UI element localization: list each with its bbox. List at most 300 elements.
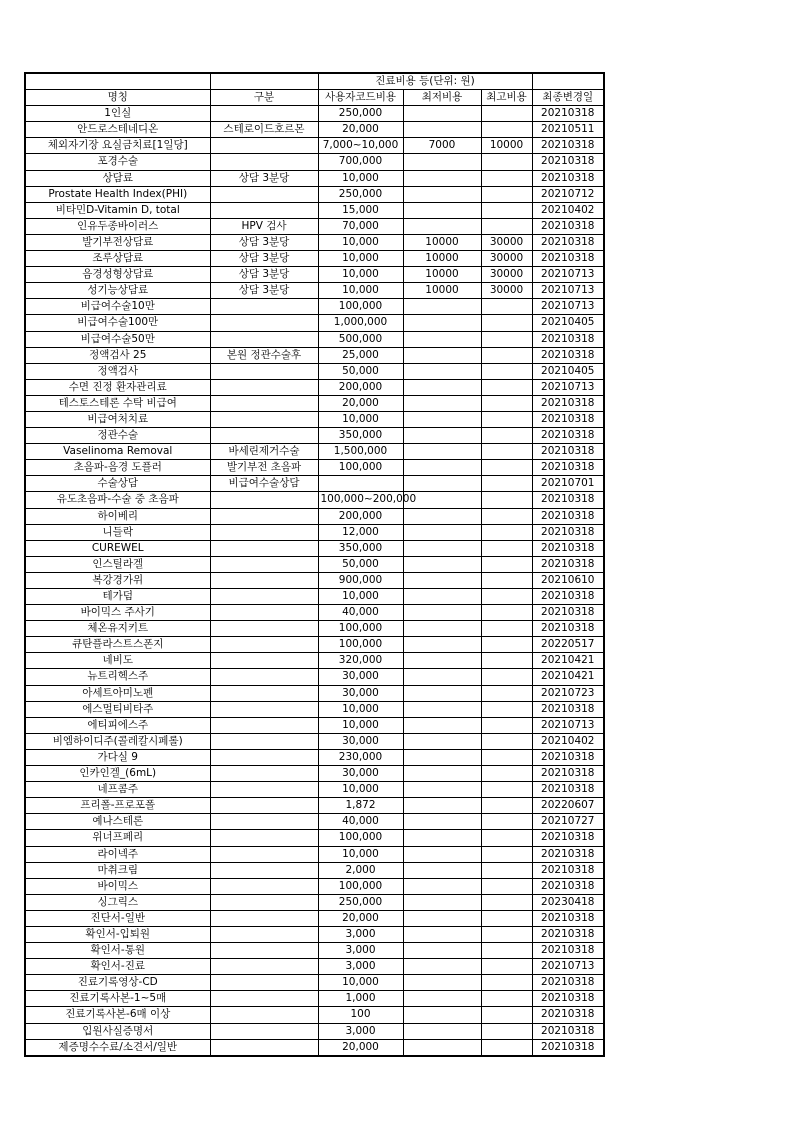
cell-name: 인카인겔_(6mL) xyxy=(25,766,210,782)
cell-last-modified: 20210318 xyxy=(532,749,604,765)
cell-category xyxy=(210,363,318,379)
cell-name: 안드로스테네디온 xyxy=(25,122,210,138)
cell-max-cost xyxy=(481,444,532,460)
table-row xyxy=(25,572,604,588)
cell-min-cost xyxy=(403,975,481,991)
cell-max-cost xyxy=(481,202,532,218)
table-row xyxy=(25,701,604,717)
cell-user-code-cost: 100,000 xyxy=(318,637,403,653)
cell-max-cost xyxy=(481,653,532,669)
cell-name: 아세트아미노펜 xyxy=(25,685,210,701)
cell-user-code-cost: 50,000 xyxy=(318,363,403,379)
header-user-code-cost: 사용자코드비용 xyxy=(318,90,403,106)
table-row xyxy=(25,605,604,621)
cell-category xyxy=(210,653,318,669)
cell-user-code-cost: 10,000 xyxy=(318,589,403,605)
cell-name: 네프콤주 xyxy=(25,782,210,798)
cell-max-cost xyxy=(481,218,532,234)
cell-user-code-cost: 1,000,000 xyxy=(318,315,403,331)
cell-user-code-cost: 2,000 xyxy=(318,862,403,878)
cell-min-cost xyxy=(403,733,481,749)
cell-last-modified: 20210318 xyxy=(532,106,604,122)
cell-min-cost: 10000 xyxy=(403,234,481,250)
cell-name: 정액검사 xyxy=(25,363,210,379)
cell-max-cost: 30000 xyxy=(481,283,532,299)
cell-user-code-cost: 10,000 xyxy=(318,411,403,427)
cell-category xyxy=(210,798,318,814)
cell-max-cost xyxy=(481,1039,532,1056)
cell-max-cost xyxy=(481,1023,532,1039)
cell-user-code-cost: 500,000 xyxy=(318,331,403,347)
cell-last-modified: 20210713 xyxy=(532,283,604,299)
cell-max-cost: 30000 xyxy=(481,251,532,267)
cell-min-cost xyxy=(403,894,481,910)
table-row xyxy=(25,926,604,942)
cell-category xyxy=(210,299,318,315)
cell-min-cost xyxy=(403,717,481,733)
cell-name: 복강경가위 xyxy=(25,572,210,588)
cell-category xyxy=(210,1023,318,1039)
cell-name: 체외자기장 요실금치료[1일당] xyxy=(25,138,210,154)
cell-name: 비급여처치료 xyxy=(25,411,210,427)
cell-last-modified: 20210318 xyxy=(532,991,604,1007)
cell-max-cost: 10000 xyxy=(481,138,532,154)
cell-max-cost xyxy=(481,1007,532,1023)
cell-min-cost xyxy=(403,395,481,411)
cell-last-modified: 20220607 xyxy=(532,798,604,814)
cell-category xyxy=(210,733,318,749)
cell-user-code-cost: 30,000 xyxy=(318,733,403,749)
header-min-cost: 최저비용 xyxy=(403,90,481,106)
cell-min-cost xyxy=(403,1007,481,1023)
table-row xyxy=(25,846,604,862)
cell-max-cost xyxy=(481,766,532,782)
cell-name: 바이믹스 주사기 xyxy=(25,605,210,621)
cell-user-code-cost: 10,000 xyxy=(318,717,403,733)
cell-last-modified: 20210318 xyxy=(532,524,604,540)
cell-name: 위너프페리 xyxy=(25,830,210,846)
table-row xyxy=(25,411,604,427)
cell-category xyxy=(210,894,318,910)
cell-max-cost xyxy=(481,379,532,395)
table-row xyxy=(25,669,604,685)
cell-min-cost xyxy=(403,685,481,701)
table-row xyxy=(25,106,604,122)
cell-user-code-cost: 10,000 xyxy=(318,975,403,991)
cell-name: 성기능상담료 xyxy=(25,283,210,299)
cell-last-modified: 20210318 xyxy=(532,975,604,991)
cell-min-cost xyxy=(403,363,481,379)
cell-name: 네비도 xyxy=(25,653,210,669)
table-row xyxy=(25,733,604,749)
empty-cell xyxy=(210,73,318,90)
cell-min-cost xyxy=(403,428,481,444)
cell-name: 예나스테론 xyxy=(25,814,210,830)
cell-name: CUREWEL xyxy=(25,540,210,556)
cell-min-cost xyxy=(403,653,481,669)
cell-name: 입원사실증명서 xyxy=(25,1023,210,1039)
cell-max-cost xyxy=(481,701,532,717)
cell-user-code-cost: 350,000 xyxy=(318,428,403,444)
cell-max-cost xyxy=(481,830,532,846)
table-row xyxy=(25,267,604,283)
table-row xyxy=(25,379,604,395)
cell-name: 테스토스테론 수탁 비급여 xyxy=(25,395,210,411)
cell-max-cost xyxy=(481,395,532,411)
table-row xyxy=(25,234,604,250)
cell-max-cost xyxy=(481,556,532,572)
cell-category xyxy=(210,926,318,942)
cell-category xyxy=(210,331,318,347)
cell-name: 확인서-진료 xyxy=(25,959,210,975)
cell-user-code-cost: 230,000 xyxy=(318,749,403,765)
table-row xyxy=(25,717,604,733)
cell-min-cost xyxy=(403,846,481,862)
table-row xyxy=(25,814,604,830)
cell-max-cost xyxy=(481,749,532,765)
cell-last-modified: 20210318 xyxy=(532,589,604,605)
cell-category xyxy=(210,1007,318,1023)
cell-last-modified: 20210318 xyxy=(532,1039,604,1056)
cell-category xyxy=(210,830,318,846)
cell-max-cost xyxy=(481,605,532,621)
cell-min-cost xyxy=(403,766,481,782)
cell-last-modified: 20210713 xyxy=(532,959,604,975)
cell-last-modified: 20210318 xyxy=(532,218,604,234)
cell-category xyxy=(210,975,318,991)
table-row xyxy=(25,186,604,202)
table-row xyxy=(25,556,604,572)
cell-max-cost xyxy=(481,894,532,910)
cell-user-code-cost: 70,000 xyxy=(318,218,403,234)
cell-last-modified: 20210318 xyxy=(532,154,604,170)
cell-min-cost xyxy=(403,331,481,347)
cell-category xyxy=(210,540,318,556)
cell-min-cost xyxy=(403,862,481,878)
cell-name: 에스멀티비타주 xyxy=(25,701,210,717)
cell-name: Vaselinoma Removal xyxy=(25,444,210,460)
cell-user-code-cost: 10,000 xyxy=(318,267,403,283)
cell-name: 제증명수수료/소견서/일반 xyxy=(25,1039,210,1056)
cell-category xyxy=(210,621,318,637)
cell-min-cost: 10000 xyxy=(403,283,481,299)
cell-min-cost xyxy=(403,669,481,685)
cell-min-cost xyxy=(403,910,481,926)
cell-user-code-cost: 20,000 xyxy=(318,1039,403,1056)
cell-user-code-cost: 100,000 xyxy=(318,299,403,315)
cell-user-code-cost: 3,000 xyxy=(318,959,403,975)
cell-user-code-cost: 20,000 xyxy=(318,122,403,138)
cell-min-cost xyxy=(403,476,481,492)
cell-min-cost xyxy=(403,621,481,637)
table-row xyxy=(25,251,604,267)
cell-category: 바세린제거수술 xyxy=(210,444,318,460)
cell-name: 포경수술 xyxy=(25,154,210,170)
cell-min-cost xyxy=(403,186,481,202)
table-row xyxy=(25,943,604,959)
column-header-row xyxy=(25,90,604,106)
cell-name: 확인서-입퇴원 xyxy=(25,926,210,942)
cell-min-cost xyxy=(403,347,481,363)
cell-category xyxy=(210,508,318,524)
cell-min-cost xyxy=(403,637,481,653)
cell-user-code-cost: 20,000 xyxy=(318,910,403,926)
cell-min-cost xyxy=(403,814,481,830)
cell-max-cost xyxy=(481,926,532,942)
cell-min-cost: 10000 xyxy=(403,251,481,267)
cell-user-code-cost: 25,000 xyxy=(318,347,403,363)
cell-category: 상담 3분당 xyxy=(210,170,318,186)
empty-cell xyxy=(25,73,210,90)
cell-min-cost xyxy=(403,122,481,138)
cell-min-cost xyxy=(403,926,481,942)
cell-max-cost xyxy=(481,524,532,540)
cell-min-cost xyxy=(403,589,481,605)
cell-max-cost xyxy=(481,572,532,588)
cell-category: 상담 3분당 xyxy=(210,283,318,299)
cell-name: 비급여수술50만 xyxy=(25,331,210,347)
cell-category xyxy=(210,202,318,218)
cell-min-cost xyxy=(403,444,481,460)
cell-category xyxy=(210,589,318,605)
cell-max-cost xyxy=(481,991,532,1007)
cell-name: 체온유지키트 xyxy=(25,621,210,637)
cell-name: 비타민D-Vitamin D, total xyxy=(25,202,210,218)
cell-last-modified: 20210318 xyxy=(532,444,604,460)
cell-category xyxy=(210,749,318,765)
cell-category xyxy=(210,878,318,894)
cell-max-cost xyxy=(481,508,532,524)
cell-last-modified: 20210318 xyxy=(532,508,604,524)
cell-user-code-cost: 40,000 xyxy=(318,814,403,830)
cell-last-modified: 20210318 xyxy=(532,1023,604,1039)
table-row xyxy=(25,621,604,637)
cell-last-modified: 20210318 xyxy=(532,540,604,556)
group-header: 진료비용 등(단위: 원) xyxy=(318,73,532,90)
cell-last-modified: 20210318 xyxy=(532,170,604,186)
table-row xyxy=(25,975,604,991)
table-row xyxy=(25,524,604,540)
cell-max-cost xyxy=(481,347,532,363)
cell-last-modified: 20210318 xyxy=(532,1007,604,1023)
cell-last-modified: 20210712 xyxy=(532,186,604,202)
cell-max-cost: 30000 xyxy=(481,234,532,250)
cell-min-cost xyxy=(403,605,481,621)
cell-category xyxy=(210,428,318,444)
cell-name: 인스틸라겔 xyxy=(25,556,210,572)
cell-last-modified: 20210318 xyxy=(532,605,604,621)
cell-max-cost xyxy=(481,122,532,138)
cell-name: 수면 진정 환자관리료 xyxy=(25,379,210,395)
table-row xyxy=(25,138,604,154)
empty-cell xyxy=(532,73,604,90)
cell-min-cost xyxy=(403,202,481,218)
table-row xyxy=(25,685,604,701)
cell-category xyxy=(210,411,318,427)
cell-min-cost xyxy=(403,749,481,765)
cell-category xyxy=(210,315,318,331)
cell-category xyxy=(210,605,318,621)
cell-max-cost xyxy=(481,717,532,733)
cell-min-cost xyxy=(403,154,481,170)
cell-last-modified: 20210318 xyxy=(532,621,604,637)
table-row xyxy=(25,444,604,460)
cell-name: 진단서-일반 xyxy=(25,910,210,926)
cell-user-code-cost: 900,000 xyxy=(318,572,403,588)
cell-min-cost xyxy=(403,524,481,540)
cell-max-cost xyxy=(481,492,532,508)
cell-last-modified: 20210318 xyxy=(532,862,604,878)
cell-user-code-cost: 100,000 xyxy=(318,878,403,894)
table-row xyxy=(25,395,604,411)
cell-last-modified: 20210318 xyxy=(532,846,604,862)
table-row xyxy=(25,363,604,379)
cell-min-cost: 7000 xyxy=(403,138,481,154)
cell-last-modified: 20210318 xyxy=(532,830,604,846)
cell-max-cost xyxy=(481,798,532,814)
cell-max-cost xyxy=(481,476,532,492)
cell-user-code-cost xyxy=(318,476,403,492)
cell-min-cost xyxy=(403,411,481,427)
cell-user-code-cost: 15,000 xyxy=(318,202,403,218)
cell-name: 진료기록영상-CD xyxy=(25,975,210,991)
table-row xyxy=(25,460,604,476)
table-row xyxy=(25,347,604,363)
table-row xyxy=(25,122,604,138)
cell-min-cost xyxy=(403,379,481,395)
cell-category xyxy=(210,943,318,959)
cell-category xyxy=(210,846,318,862)
cell-max-cost xyxy=(481,782,532,798)
cell-name: 큐탄플라스트스폰지 xyxy=(25,637,210,653)
cell-category xyxy=(210,782,318,798)
cell-name: 마취크림 xyxy=(25,862,210,878)
cell-name: 싱그릭스 xyxy=(25,894,210,910)
cell-max-cost xyxy=(481,959,532,975)
cell-user-code-cost: 20,000 xyxy=(318,395,403,411)
header-max-cost: 최고비용 xyxy=(481,90,532,106)
cell-user-code-cost: 30,000 xyxy=(318,685,403,701)
fee-table xyxy=(24,72,605,1057)
cell-user-code-cost: 250,000 xyxy=(318,894,403,910)
cell-min-cost xyxy=(403,943,481,959)
cell-user-code-cost: 50,000 xyxy=(318,556,403,572)
cell-user-code-cost: 200,000 xyxy=(318,379,403,395)
cell-category xyxy=(210,766,318,782)
cell-name: 비급여수술10만 xyxy=(25,299,210,315)
table-row xyxy=(25,798,604,814)
cell-max-cost xyxy=(481,589,532,605)
table-row xyxy=(25,540,604,556)
cell-last-modified: 20210405 xyxy=(532,315,604,331)
cell-name: 발기부전상담료 xyxy=(25,234,210,250)
table-row xyxy=(25,959,604,975)
cell-category xyxy=(210,138,318,154)
cell-min-cost xyxy=(403,170,481,186)
cell-last-modified: 20210318 xyxy=(532,395,604,411)
cell-name: 조루상담료 xyxy=(25,251,210,267)
table-row xyxy=(25,1039,604,1056)
cell-name: 정액검사 25 xyxy=(25,347,210,363)
cell-max-cost xyxy=(481,669,532,685)
table-row xyxy=(25,283,604,299)
cell-last-modified: 20210318 xyxy=(532,138,604,154)
cell-user-code-cost: 7,000~10,000 xyxy=(318,138,403,154)
cell-category xyxy=(210,492,318,508)
cell-last-modified: 20210318 xyxy=(532,943,604,959)
cell-max-cost: 30000 xyxy=(481,267,532,283)
cell-category xyxy=(210,556,318,572)
cell-category xyxy=(210,685,318,701)
cell-user-code-cost: 40,000 xyxy=(318,605,403,621)
cell-name: 음경성형상담료 xyxy=(25,267,210,283)
cell-user-code-cost: 10,000 xyxy=(318,251,403,267)
cell-category xyxy=(210,669,318,685)
cell-name: 프리폴-프로포폴 xyxy=(25,798,210,814)
cell-min-cost xyxy=(403,299,481,315)
cell-max-cost xyxy=(481,363,532,379)
cell-last-modified: 20210318 xyxy=(532,428,604,444)
cell-min-cost xyxy=(403,460,481,476)
header-category: 구분 xyxy=(210,90,318,106)
cell-user-code-cost: 250,000 xyxy=(318,106,403,122)
cell-name: 유도초음파-수술 중 초음파 xyxy=(25,492,210,508)
cell-max-cost xyxy=(481,411,532,427)
table-row xyxy=(25,766,604,782)
cell-max-cost xyxy=(481,637,532,653)
cell-user-code-cost: 350,000 xyxy=(318,540,403,556)
cell-last-modified: 20210318 xyxy=(532,331,604,347)
cell-name: 테가덤 xyxy=(25,589,210,605)
table-row xyxy=(25,749,604,765)
table-row xyxy=(25,299,604,315)
cell-last-modified: 20210318 xyxy=(532,234,604,250)
table-row xyxy=(25,782,604,798)
cell-max-cost xyxy=(481,814,532,830)
cell-user-code-cost: 1,000 xyxy=(318,991,403,1007)
table-row xyxy=(25,315,604,331)
table-row xyxy=(25,508,604,524)
cell-min-cost xyxy=(403,701,481,717)
cell-category xyxy=(210,1039,318,1056)
table-row xyxy=(25,589,604,605)
cell-max-cost xyxy=(481,106,532,122)
cell-max-cost xyxy=(481,460,532,476)
table-row xyxy=(25,991,604,1007)
cell-min-cost xyxy=(403,218,481,234)
table-row xyxy=(25,202,604,218)
cell-min-cost xyxy=(403,508,481,524)
header-name: 명칭 xyxy=(25,90,210,106)
cell-max-cost xyxy=(481,299,532,315)
table-row xyxy=(25,428,604,444)
cell-max-cost xyxy=(481,540,532,556)
table-row xyxy=(25,653,604,669)
cell-last-modified: 20210713 xyxy=(532,717,604,733)
header-last-modified: 최종변경일 xyxy=(532,90,604,106)
cell-name: 진료기록사본-1~5매 xyxy=(25,991,210,1007)
cell-last-modified: 20210511 xyxy=(532,122,604,138)
group-header-row xyxy=(25,73,604,90)
cell-min-cost xyxy=(403,782,481,798)
table-row xyxy=(25,476,604,492)
cell-max-cost xyxy=(481,428,532,444)
cell-user-code-cost: 320,000 xyxy=(318,653,403,669)
cell-category xyxy=(210,186,318,202)
cell-category xyxy=(210,106,318,122)
cell-name: 진료기록사본-6매 이상 xyxy=(25,1007,210,1023)
cell-category xyxy=(210,572,318,588)
